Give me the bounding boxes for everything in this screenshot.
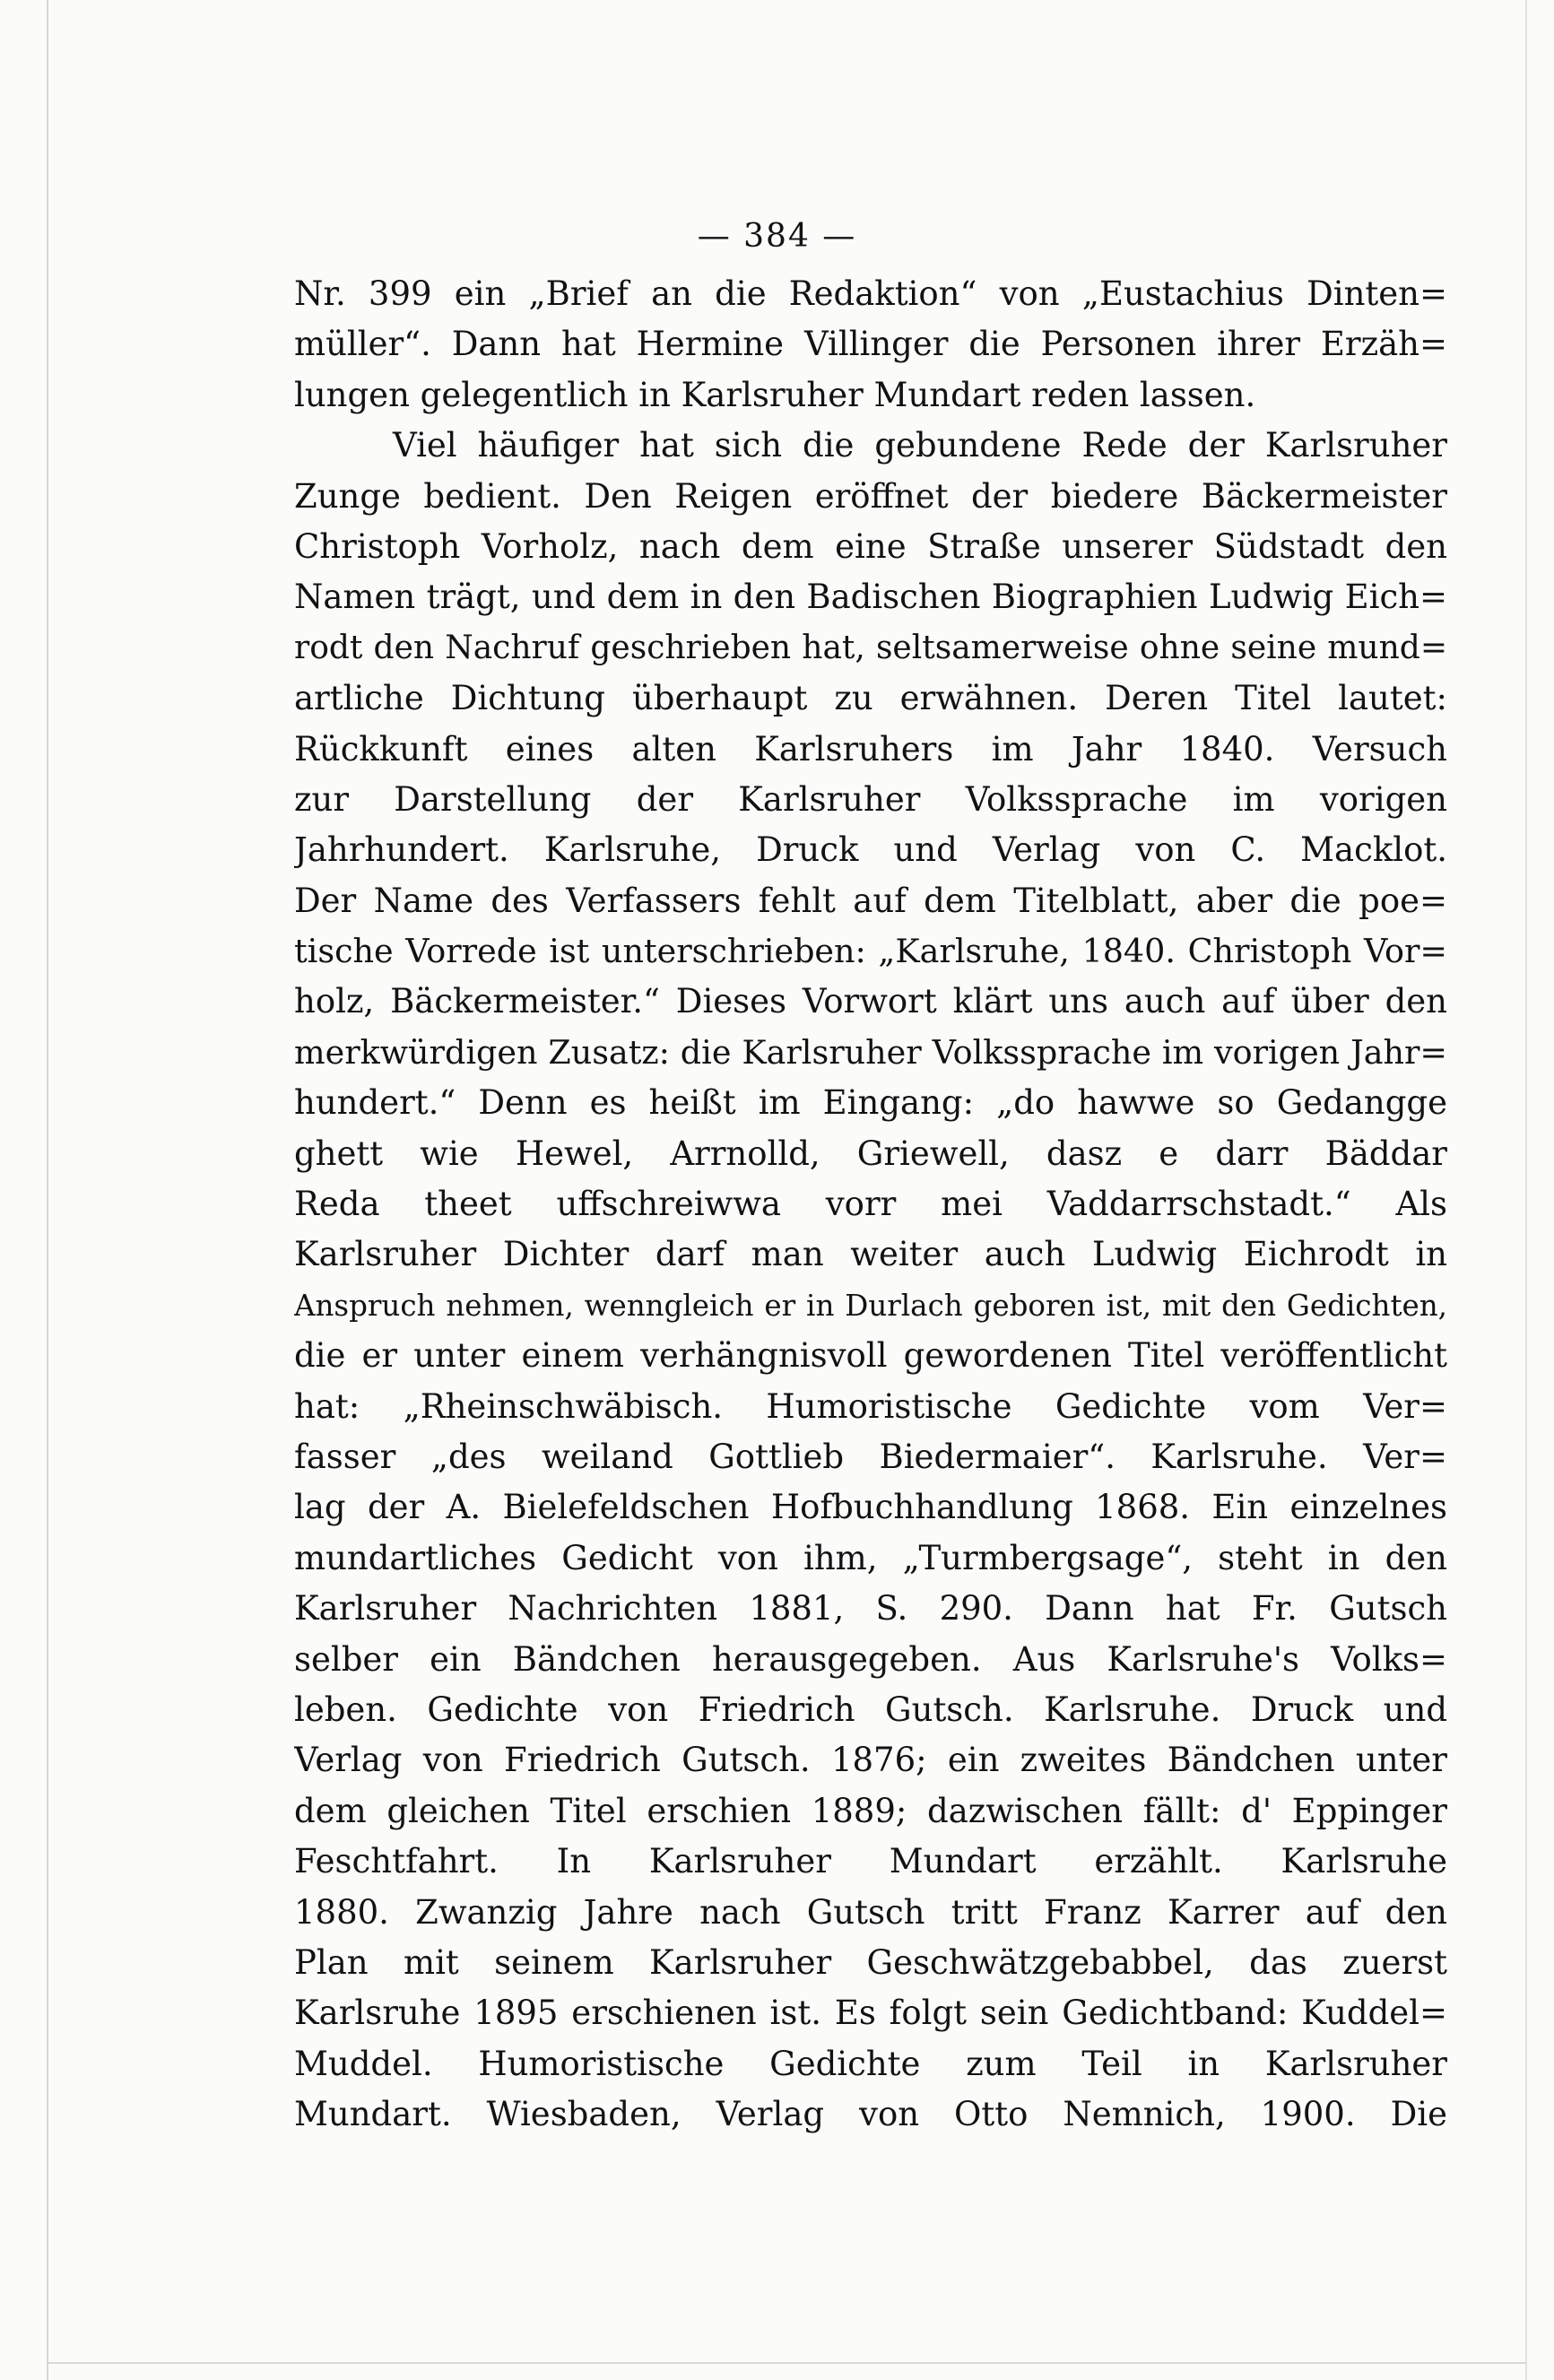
text-line: tische Vorrede ist unterschrieben: „Karlsruhe, 1840. Christoph Vor= (294, 932, 1447, 971)
text-line: selber ein Bändchen herausgegeben. Aus Karlsruhe's Volks= (294, 1639, 1447, 1679)
text-line: lungen gelegentlich in Karlsruher Mundart reden lassen. (294, 375, 1256, 414)
text-line: dem gleichen Titel erschien 1889; dazwischen fällt: d' Eppinger (294, 1791, 1447, 1830)
text-line: 1880. Zwanzig Jahre nach Gutsch tritt Franz Karrer auf den (294, 1892, 1447, 1932)
text-line: fasser „des weiland Gottlieb Biedermaier“. Karlsruhe. Ver= (294, 1437, 1447, 1476)
text-line: lag der A. Bielefeldschen Hofbuchhandlung 1868. Ein einzelnes (294, 1488, 1447, 1527)
text-line: Zunge bedient. Den Reigen eröffnet der biedere Bäckermeister (294, 476, 1447, 516)
text-line: holz, Bäckermeister.“ Dieses Vorwort klärt uns auch auf über den (294, 982, 1447, 1021)
scan-edge-bottom (47, 2362, 1526, 2364)
text-line: müller“. Dann hat Hermine Villinger die Personen ihrer Erzäh= (294, 325, 1447, 364)
text-line: Karlsruhe 1895 erschienen ist. Es folgt sein Gedichtband: Kuddel= (294, 1993, 1447, 2033)
text-line: Mundart. Wiesbaden, Verlag von Otto Nemnich, 1900. Die (294, 2095, 1447, 2134)
text-line: Rückkunft eines alten Karlsruhers im Jahr 1840. Versuch (294, 729, 1447, 769)
text-line: leben. Gedichte von Friedrich Gutsch. Karlsruhe. Druck und (294, 1689, 1447, 1729)
text-line: Jahrhundert. Karlsruhe, Druck und Verlag von C. Macklot. (294, 830, 1447, 870)
text-line: zur Darstellung der Karlsruher Volkssprache im vorigen (294, 779, 1447, 819)
text-line: Karlsruher Dichter darf man weiter auch Ludwig Eichrodt in (294, 1235, 1447, 1274)
text-line: Karlsruher Nachrichten 1881, S. 290. Dann hat Fr. Gutsch (294, 1589, 1447, 1629)
text-line: Christoph Vorholz, nach dem eine Straße unserer Südstadt den (294, 526, 1447, 566)
text-line: Anspruch nehmen, wenngleich er in Durlach geboren ist, mit den Gedichten, (294, 1288, 1447, 1323)
text-line: rodt den Nachruf geschrieben hat, seltsamerweise ohne seine mund= (294, 629, 1447, 666)
text-line: Muddel. Humoristische Gedichte zum Teil in Karlsruher (294, 2044, 1447, 2083)
text-line: Nr. 399 ein „Brief an die Redaktion“ von „Eustachius Dinten= (294, 274, 1447, 313)
text-line: Namen trägt, und dem in den Badischen Biographien Ludwig Eich= (294, 578, 1447, 617)
scan-edge-left (47, 0, 48, 2380)
body-text (294, 269, 1447, 2140)
scan-edge-right (1525, 0, 1527, 2380)
text-line: die er unter einem verhängnisvoll gewordenen Titel veröffentlicht (294, 1336, 1447, 1376)
text-line: Reda theet uffschreiwwa vorr mei Vaddarrschstadt.“ Als (294, 1185, 1447, 1224)
text-line: Der Name des Verfassers fehlt auf dem Titelblatt, aber die poe= (294, 881, 1447, 920)
text-line: Viel häufiger hat sich die gebundene Rede der Karlsruher (393, 426, 1447, 465)
text-line: Verlag von Friedrich Gutsch. 1876; ein zweites Bändchen unter (294, 1741, 1447, 1780)
text-line: hat: „Rheinschwäbisch. Humoristische Gedichte vom Ver= (294, 1386, 1447, 1426)
page-number: — 384 — (697, 218, 857, 255)
text-line: merkwürdigen Zusatz: die Karlsruher Volkssprache im vorigen Jahr= (294, 1032, 1447, 1072)
text-line: artliche Dichtung überhaupt zu erwähnen. Deren Titel lautet: (294, 679, 1447, 718)
text-line: Feschtfahrt. In Karlsruher Mundart erzählt. Karlsruhe (294, 1842, 1447, 1881)
text-line: hundert.“ Denn es heißt im Eingang: „do hawwe so Gedangge (294, 1083, 1447, 1123)
text-line: mundartliches Gedicht von ihm, „Turmbergsage“, steht in den (294, 1538, 1447, 1577)
text-line: ghett wie Hewel, Arrnolld, Griewell, dasz e darr Bäddar (294, 1134, 1447, 1173)
text-line: Plan mit seinem Karlsruher Geschwätzgebabbel, das zuerst (294, 1942, 1447, 1982)
